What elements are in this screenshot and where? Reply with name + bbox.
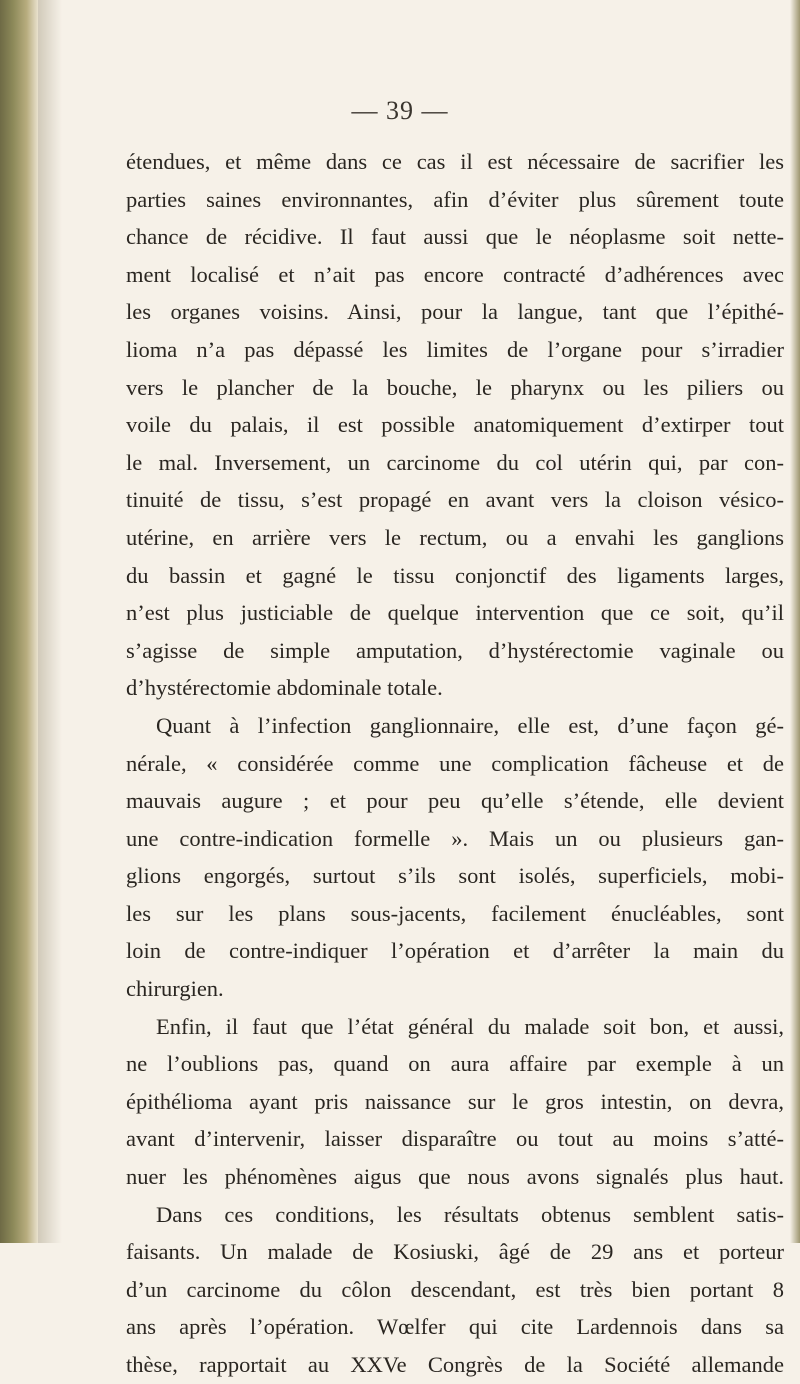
text-line: une contre-indication formelle ». Mais un ou plusieurs gan- [126,825,784,851]
text-line: le mal. Inversement, un carcinome du col utérin qui, par con- [126,449,784,475]
text-line: d’un carcinome du côlon descendant, est très bien portant 8 [126,1276,784,1302]
text-line: loin de contre-indiquer l’opération et d’arrêter la main du [126,938,784,964]
text-line: chirurgien. [126,976,224,1002]
text-line: du bassin et gagné le tissu conjonctif des ligaments larges, [126,562,784,588]
text-line: voile du palais, il est possible anatomiquement d’extirper tout [126,412,784,438]
text-line: glions engorgés, surtout s’ils sont isolés, superficiels, mobi- [126,863,784,889]
text-line: mauvais augure ; et pour peu qu’elle s’étende, elle devient [126,788,784,814]
text-line: thèse, rapportait au XXVe Congrès de la Société allemande [126,1352,784,1377]
text-line: étendues, et même dans ce cas il est nécessaire de sacrifier les [126,149,784,174]
text-line: les sur les plans sous-jacents, facilement énucléables, sont [126,900,784,926]
text-line: les organes voisins. Ainsi, pour la langue, tant que l’épithé- [126,299,784,325]
text-line: nuer les phénomènes aigus que nous avons signalés plus haut. [126,1164,784,1190]
text-line: Dans ces conditions, les résultats obtenus semblent satis- [156,1201,784,1227]
text-line: utérine, en arrière vers le rectum, ou a envahi les ganglions [126,524,784,550]
text-line: parties saines environnantes, afin d’éviter plus sûrement toute [126,186,784,212]
text-line: vers le plancher de la bouche, le pharynx ou les piliers ou [126,374,784,400]
text-line: nérale, « considérée comme une complication fâcheuse et de [126,750,784,776]
text-line: ment localisé et n’ait pas encore contracté d’adhérences avec [126,261,784,287]
page-number: — 39 — [351,96,449,125]
text-line: faisants. Un malade de Kosiuski, âgé de 29 ans et porteur [126,1239,784,1265]
text-line: n’est plus justiciable de quelque intervention que ce soit, qu’il [126,600,784,626]
text-line: Enfin, il faut que l’état général du malade soit bon, et aussi, [156,1013,784,1039]
body-text [126,143,784,1384]
page-right-edge [790,0,800,1243]
page-binding-edge [0,0,38,1243]
text-line: Quant à l’infection ganglionnaire, elle est, d’une façon gé- [156,712,784,738]
text-line: lioma n’a pas dépassé les limites de l’organe pour s’irradier [126,336,784,362]
text-line: d’hystérectomie abdominale totale. [126,675,443,701]
text-line: chance de récidive. Il faut aussi que le néoplasme soit nette- [126,224,784,250]
text-line: ans après l’opération. Wœlfer qui cite Lardennois dans sa [126,1314,784,1340]
text-line: épithélioma ayant pris naissance sur le gros intestin, on devra, [126,1088,784,1114]
text-line: ne l’oublions pas, quand on aura affaire par exemple à un [126,1051,784,1077]
text-line: tinuité de tissu, s’est propagé en avant vers la cloison vésico- [126,487,784,513]
text-line: s’agisse de simple amputation, d’hystérectomie vaginale ou [126,637,784,663]
text-line: avant d’intervenir, laisser disparaître ou tout au moins s’atté- [126,1126,784,1152]
page-gutter-shadow [38,0,62,1243]
